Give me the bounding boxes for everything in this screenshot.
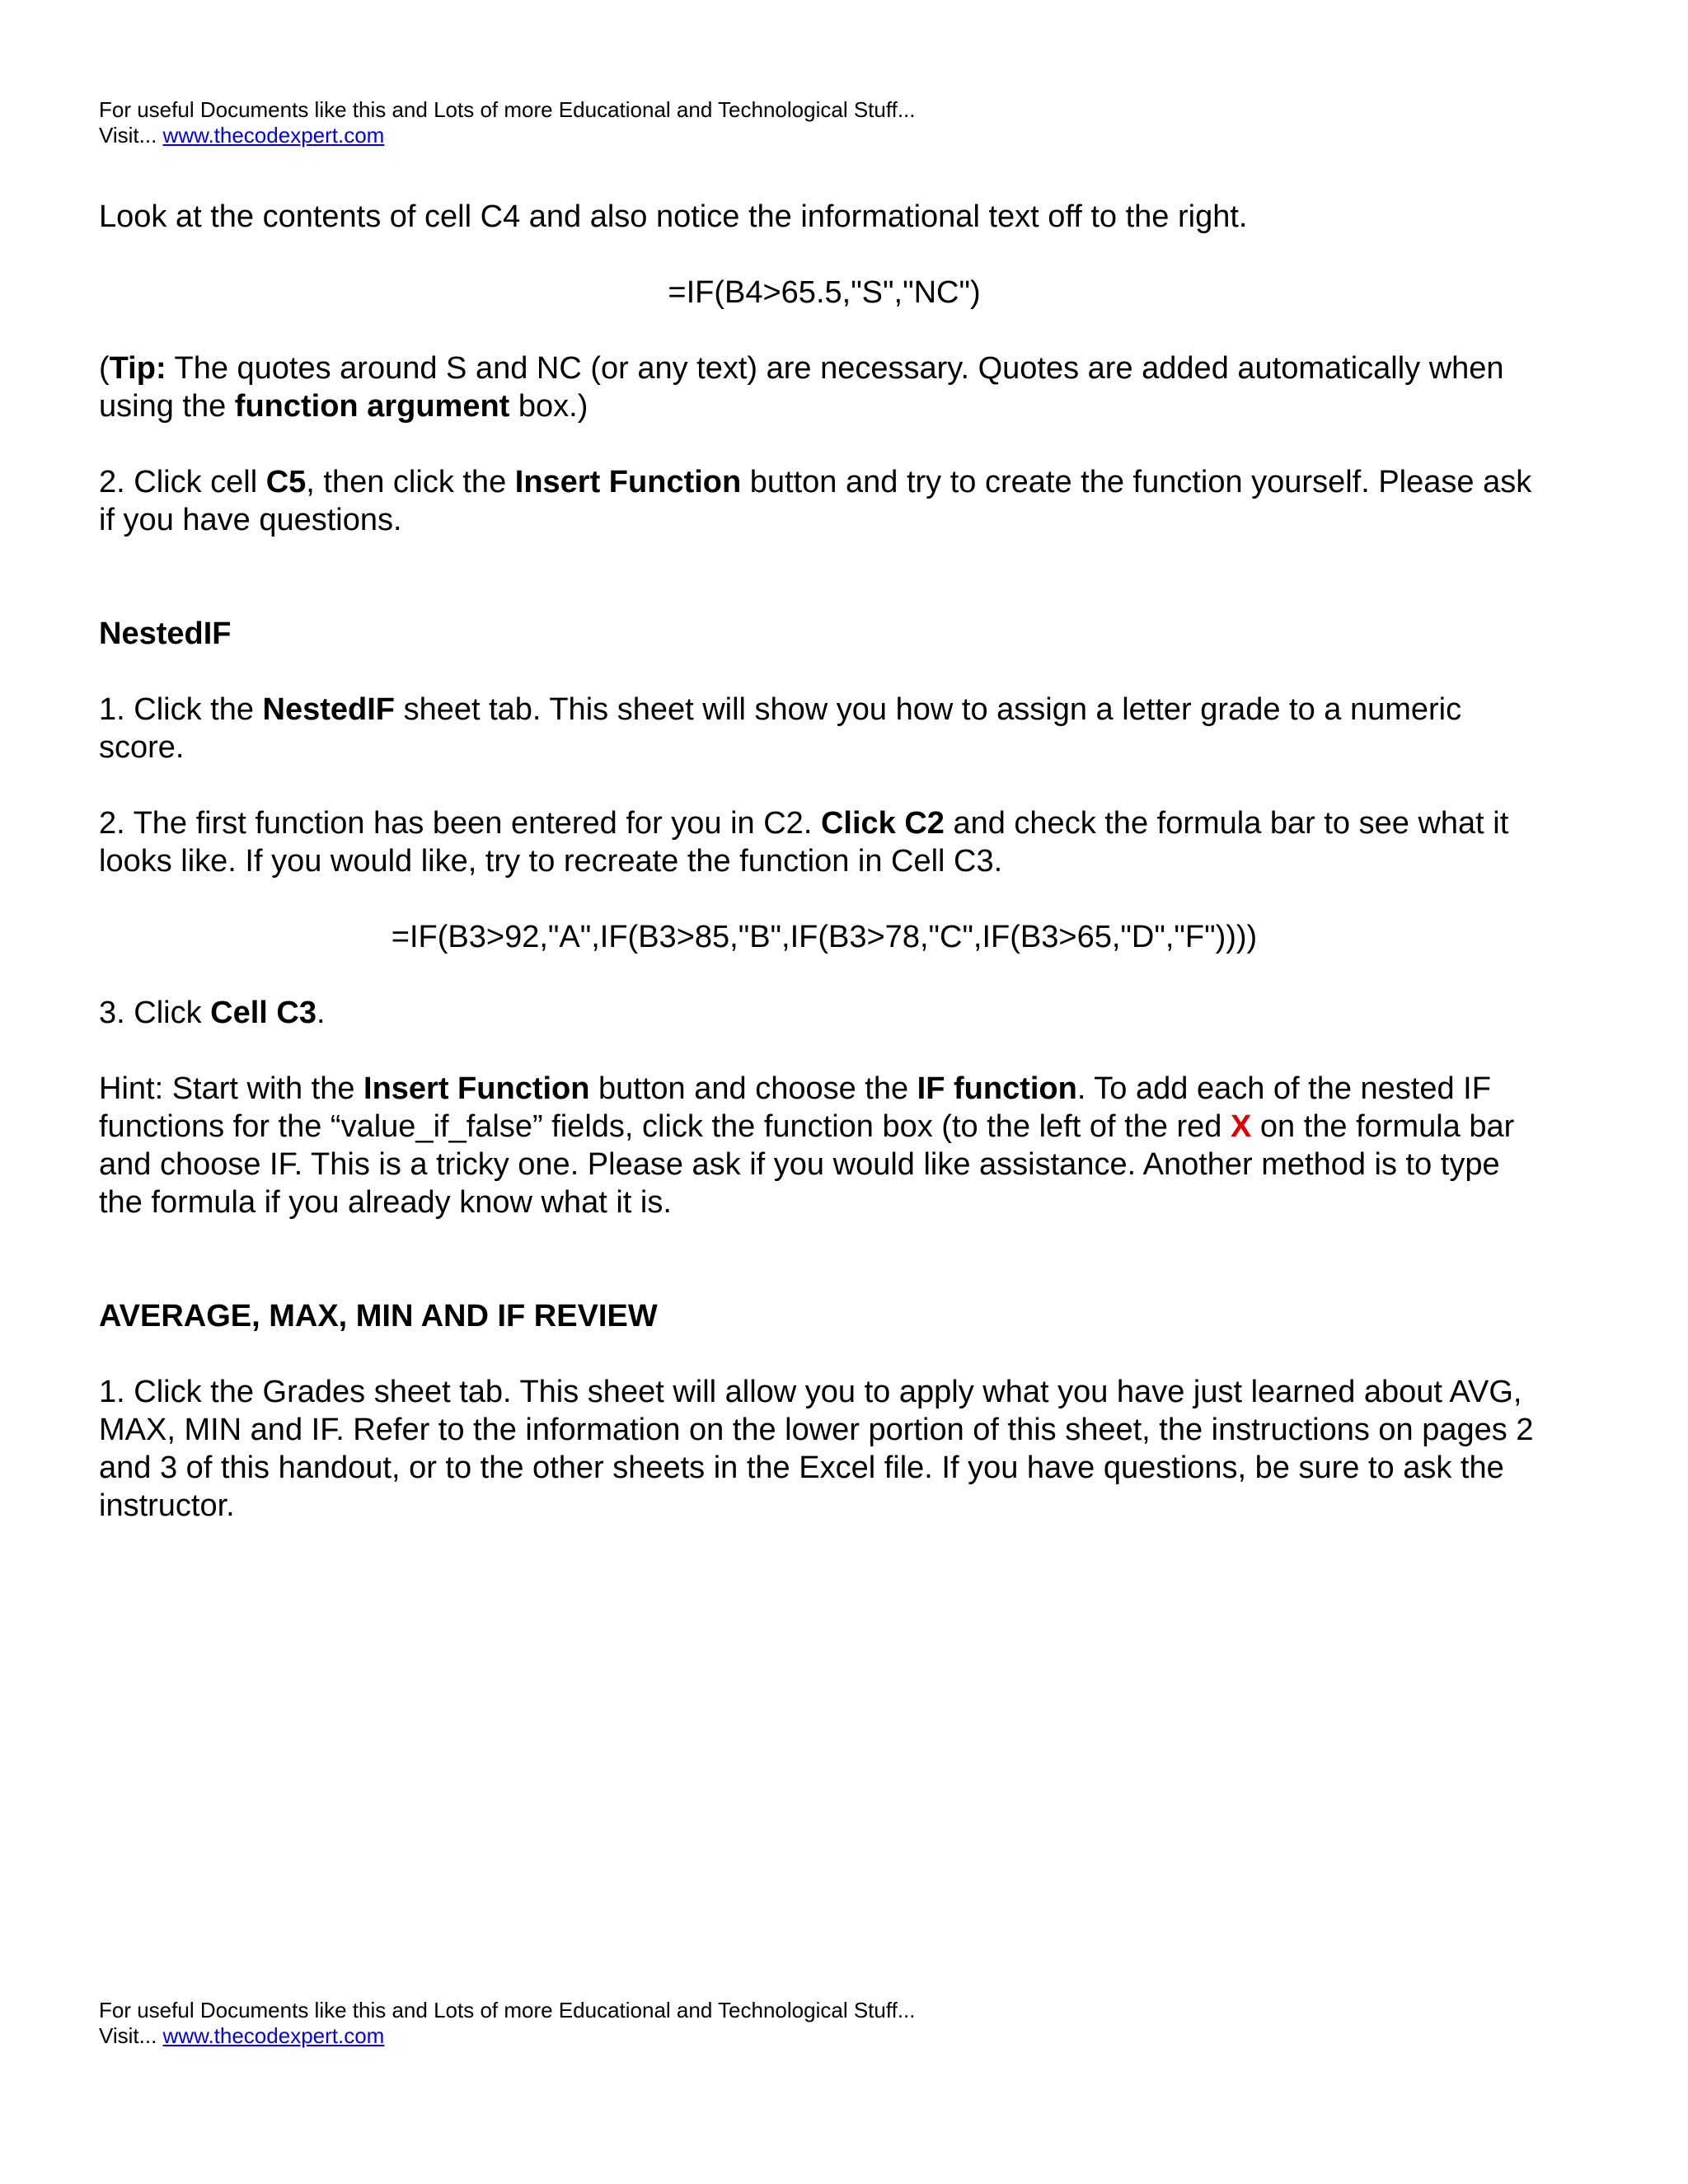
- tip-bold-term: function argument: [234, 389, 510, 424]
- nested-step-2-text-1: 2. The first function has been entered for you in C2.: [99, 806, 821, 841]
- nested-step-3-text-2: .: [316, 996, 326, 1030]
- heading-nestedif: NestedIF: [99, 616, 232, 651]
- tip-label: Tip:: [109, 351, 166, 386]
- red-x-icon: X: [1230, 1109, 1252, 1144]
- nested-step-1-text-1: 1. Click the: [99, 692, 263, 727]
- footer-tagline: For useful Documents like this and Lots of more Educational and Technological Stuff...: [99, 1998, 916, 2022]
- nested-step-2: [99, 804, 1550, 880]
- hint-if-function: IF function: [917, 1071, 1077, 1106]
- nested-step-3-cell: Cell C3: [210, 996, 316, 1030]
- document-body: [99, 198, 1550, 1525]
- heading-review: AVERAGE, MAX, MIN AND IF REVIEW: [99, 1299, 658, 1333]
- step-2-text-2: , then click the: [306, 465, 515, 499]
- tip-open-paren: (: [99, 351, 110, 386]
- intro-paragraph: Look at the contents of cell C4 and also notice the informational text off to the right.: [99, 199, 1248, 234]
- step-2-text-1: 2. Click cell: [99, 465, 266, 499]
- hint-text-4: on the formula bar and choose IF. This is a tricky one. Please ask if you would like assistance. Another method is to type the formula if you already know what it is.: [99, 1109, 1515, 1220]
- footer-visit-line: [99, 2023, 916, 2049]
- header-website-link[interactable]: www.thecodexpert.com: [162, 123, 385, 148]
- step-2-insert-function: Insert Function: [514, 465, 742, 499]
- hint-text-1: Hint: Start with the: [99, 1071, 364, 1106]
- nested-step-1-sheet-name: NestedIF: [262, 692, 396, 727]
- nested-step-3: [99, 994, 1550, 1032]
- footer-visit-label: Visit...: [99, 2023, 163, 2048]
- header-visit-label: Visit...: [99, 123, 163, 148]
- nested-step-2-text-2: and check the formula bar to see what it looks like. If you would like, try to recreate the function in Cell C3.: [99, 806, 1509, 879]
- review-step-1: 1. Click the Grades sheet tab. This sheet will allow you to apply what you have just learned about AVG, MAX, MIN and IF. Refer to the information on the lower portion of this sheet, the instructions on pages 2 and 3 of this handout, or to the other sheets in the Excel file. If you have questions, be sure to ask the instructor.: [99, 1375, 1534, 1523]
- page-header: [99, 97, 916, 148]
- page-footer: [99, 1998, 916, 2049]
- step-2-cell-ref: C5: [265, 465, 307, 499]
- nested-step-2-click-c2: Click C2: [820, 806, 945, 841]
- step-2-paragraph: [99, 463, 1550, 539]
- header-visit-line: [99, 123, 916, 148]
- tip-paragraph: [99, 349, 1550, 425]
- hint-text-2: button and choose the: [589, 1071, 917, 1106]
- hint-text-3: . To add each of the nested IF functions for the “value_if_false” fields, click the function box (to the left of the red: [99, 1071, 1491, 1144]
- footer-website-link[interactable]: www.thecodexpert.com: [162, 2023, 385, 2048]
- formula-if-c4: =IF(B4>65.5,"S","NC"): [668, 275, 981, 310]
- nested-step-1: [99, 691, 1550, 766]
- nested-step-1-text-2: sheet tab. This sheet will show you how to assign a letter grade to a numeric score.: [99, 692, 1462, 765]
- step-2-text-3: button and try to create the function yourself. Please ask if you have questions.: [99, 465, 1532, 537]
- nested-step-3-text-1: 3. Click: [99, 996, 211, 1030]
- tip-text-1: The quotes around S and NC (or any text) are necessary. Quotes are added automatically when using the: [99, 351, 1504, 424]
- hint-paragraph: [99, 1070, 1550, 1221]
- hint-insert-function: Insert Function: [363, 1071, 590, 1106]
- formula-nested-if: =IF(B3>92,"A",IF(B3>85,"B",IF(B3>78,"C",IF(B3>65,"D","F")))): [391, 920, 1258, 954]
- tip-text-2: box.): [509, 389, 588, 424]
- header-tagline: For useful Documents like this and Lots of more Educational and Technological Stuff...: [99, 97, 916, 122]
